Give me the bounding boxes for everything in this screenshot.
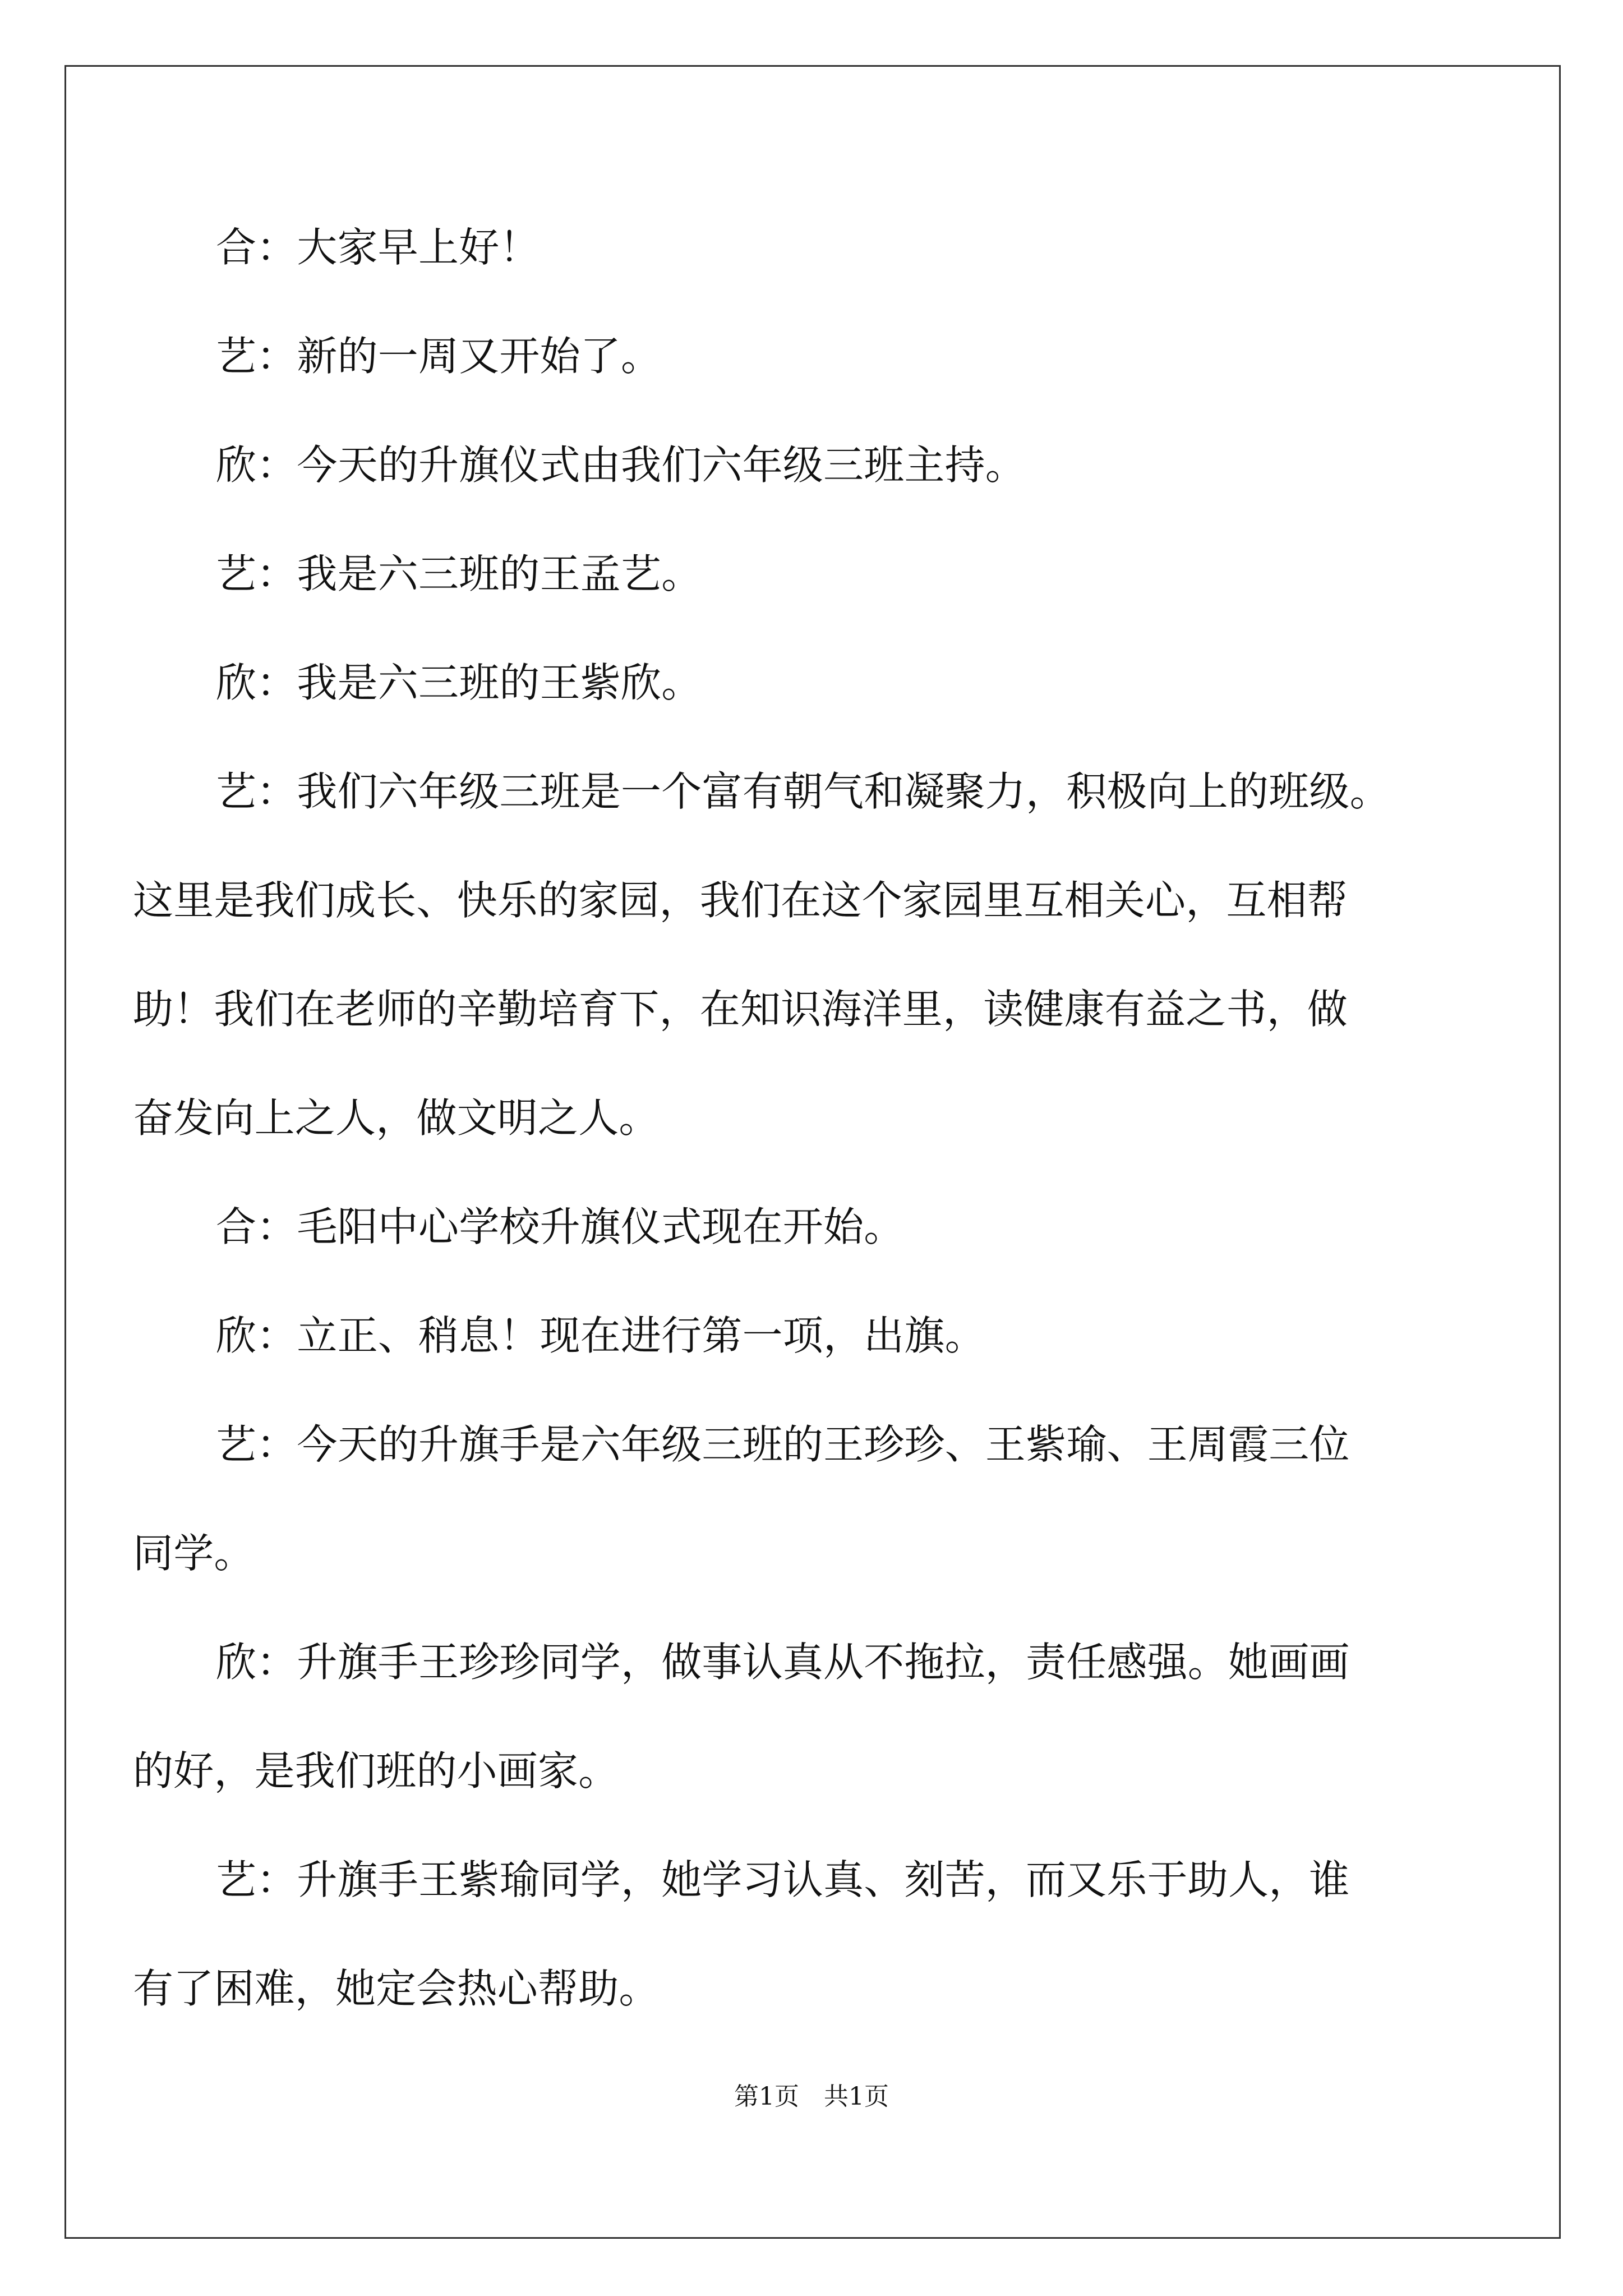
text-line: 这里是我们成长、快乐的家园，我们在这个家园里互相关心，互相帮 [133, 877, 1348, 924]
text-line: 奋发向上之人，做文明之人。 [133, 1094, 660, 1142]
paragraph-10 [133, 1608, 1350, 1825]
text-line: 欣：我是六三班的王紫欣。 [216, 659, 702, 706]
text-line: 的好，是我们班的小画家。 [133, 1747, 619, 1795]
paragraph-11 [133, 1825, 1350, 2043]
text-line: 艺：升旗手王紫瑜同学，她学习认真、刻苦，而又乐于助人，谁 [216, 1856, 1350, 1903]
paragraph-6 [133, 737, 1390, 1172]
text-line: 助！我们在老师的辛勤培育下，在知识海洋里，读健康有益之书，做 [133, 986, 1348, 1033]
text-line: 艺：今天的升旗手是六年级三班的王珍珍、王紫瑜、王周霞三位 [216, 1421, 1350, 1468]
page-number-footer: 第1页 共1页 [734, 2082, 889, 2111]
text-line: 有了困难，她定会热心帮助。 [133, 1965, 660, 2012]
text-line: 艺：我是六三班的王孟艺。 [216, 550, 702, 597]
paragraph-5 [133, 628, 702, 737]
paragraph-3 [133, 411, 1026, 519]
text-line: 欣：升旗手王珍珍同学，做事认真从不拖拉，责任感强。她画画 [216, 1639, 1350, 1686]
text-line: 欣：今天的升旗仪式由我们六年级三班主持。 [216, 441, 1026, 489]
paragraph-1 [133, 193, 540, 302]
paragraph-7 [133, 1172, 904, 1281]
text-line: 艺：我们六年级三班是一个富有朝气和凝聚力，积极向上的班级。 [216, 768, 1390, 815]
text-line: 同学。 [133, 1530, 255, 1577]
paragraph-9 [133, 1390, 1350, 1608]
paragraph-2 [133, 302, 661, 411]
paragraph-4 [133, 519, 702, 628]
text-line: 合：毛阳中心学校升旗仪式现在开始。 [216, 1203, 905, 1250]
text-line: 艺：新的一周又开始了。 [216, 333, 662, 380]
paragraph-8 [133, 1281, 985, 1390]
text-line: 合：大家早上好！ [216, 224, 540, 271]
text-line: 欣：立正、稍息！现在进行第一项，出旗。 [216, 1312, 985, 1359]
